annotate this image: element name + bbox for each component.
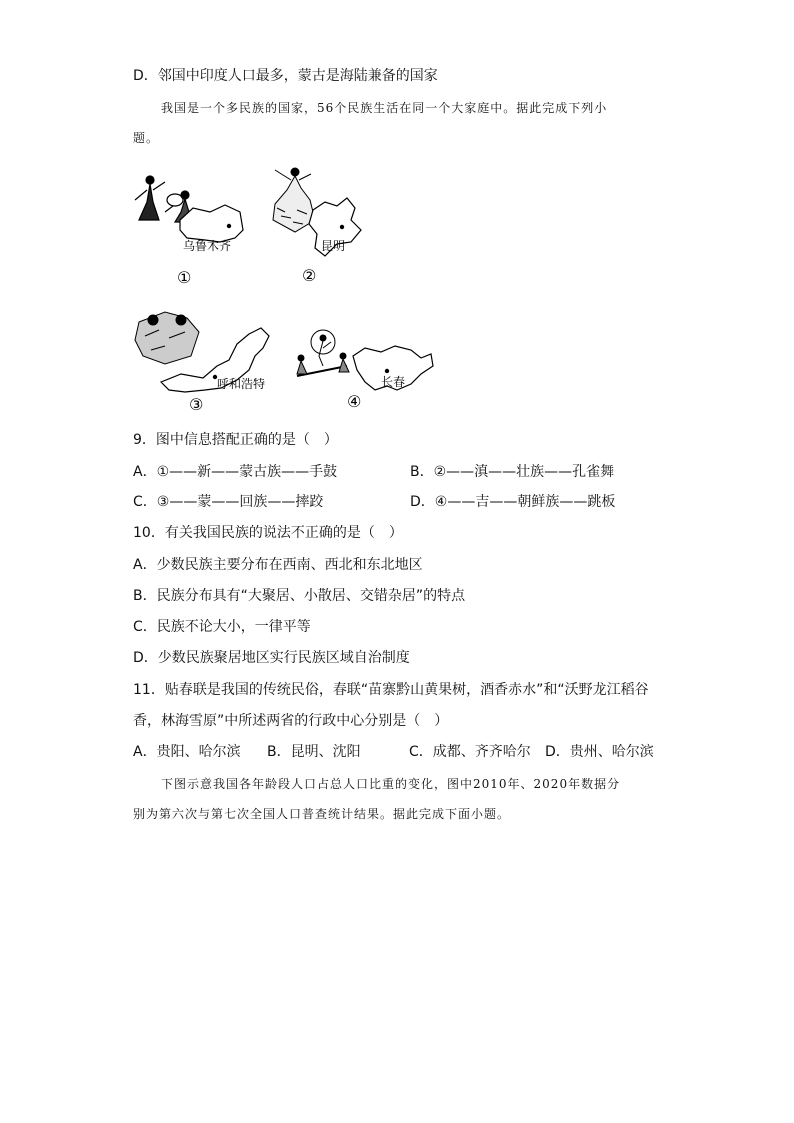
city-label-3: 呼和浩特 [217, 377, 266, 391]
ethnic-groups-figure [125, 160, 455, 415]
q10-option-b: B．民族分布具有“大聚居、小散居、交错杂居”的特点 [133, 588, 466, 604]
option-d-previous: D．邻国中印度人口最多，蒙古是海陆兼备的国家 [133, 68, 438, 84]
q9-option-c: C．③——蒙——回族——摔跤 [133, 494, 324, 510]
q10-option-d: D．少数民族聚居地区实行民族区域自治制度 [133, 650, 410, 666]
xinjiang-outline [180, 205, 243, 242]
panel-number-3: ③ [189, 395, 204, 414]
panel-2-yunnan [273, 168, 361, 285]
q9-option-a: A．①——新——蒙古族——手鼓 [133, 464, 338, 480]
wrestlers-illustration [135, 312, 199, 364]
city-label-4: 长春 [381, 375, 406, 389]
passage-1-line-1: 我国是一个多民族的国家，56个民族生活在同一个大家庭中。据此完成下列小 [161, 101, 608, 115]
panel-number-4: ④ [347, 392, 362, 411]
panel-1-xinjiang [135, 176, 243, 287]
q9-stem: 9．图中信息搭配正确的是（ ） [133, 432, 338, 448]
q9-option-d: D．④——吉——朝鲜族——跳板 [410, 494, 616, 510]
peacock-dancer-illustration [273, 168, 315, 232]
q11-option-b: B．昆明、沈阳 [267, 744, 361, 760]
q11-option-a: A．贵阳、哈尔滨 [133, 744, 241, 760]
q11-stem-line-1: 11．贴春联是我国的传统民俗，春联“苗寨黔山黄果树，酒香赤水”和“沃野龙江稻谷 [133, 682, 649, 698]
ethnic-map-illustration [125, 160, 455, 415]
seesaw-jumpers-illustration [297, 330, 349, 376]
panel-number-2: ② [302, 266, 317, 285]
panel-3-inner-mongolia [135, 312, 269, 414]
panel-number-1: ① [177, 268, 192, 287]
q11-stem-line-2: 香，林海雪原”中所述两省的行政中心分别是（ ） [133, 713, 449, 729]
panel-4-jilin [297, 330, 433, 411]
q11-option-c: C．成都、齐齐哈尔 [409, 744, 531, 760]
passage-1-line-2: 题。 [133, 131, 160, 145]
city-label-1: 乌鲁木齐 [183, 239, 232, 253]
passage-2-line-1: 下图示意我国各年龄段人口占总人口比重的变化，图中2010年、2020年数据分 [161, 777, 621, 791]
q11-option-d: D．贵州、哈尔滨 [545, 744, 654, 760]
q10-option-a: A．少数民族主要分布在西南、西北和东北地区 [133, 557, 423, 573]
q10-option-c: C．民族不论大小，一律平等 [133, 619, 311, 635]
city-label-2: 昆明 [321, 239, 346, 253]
passage-2-line-2: 别为第六次与第七次全国人口普查统计结果。据此完成下面小题。 [133, 807, 511, 821]
q9-option-b: B．②——滇——壮族——孔雀舞 [410, 464, 615, 480]
q10-stem: 10．有关我国民族的说法不正确的是（ ） [133, 525, 403, 541]
